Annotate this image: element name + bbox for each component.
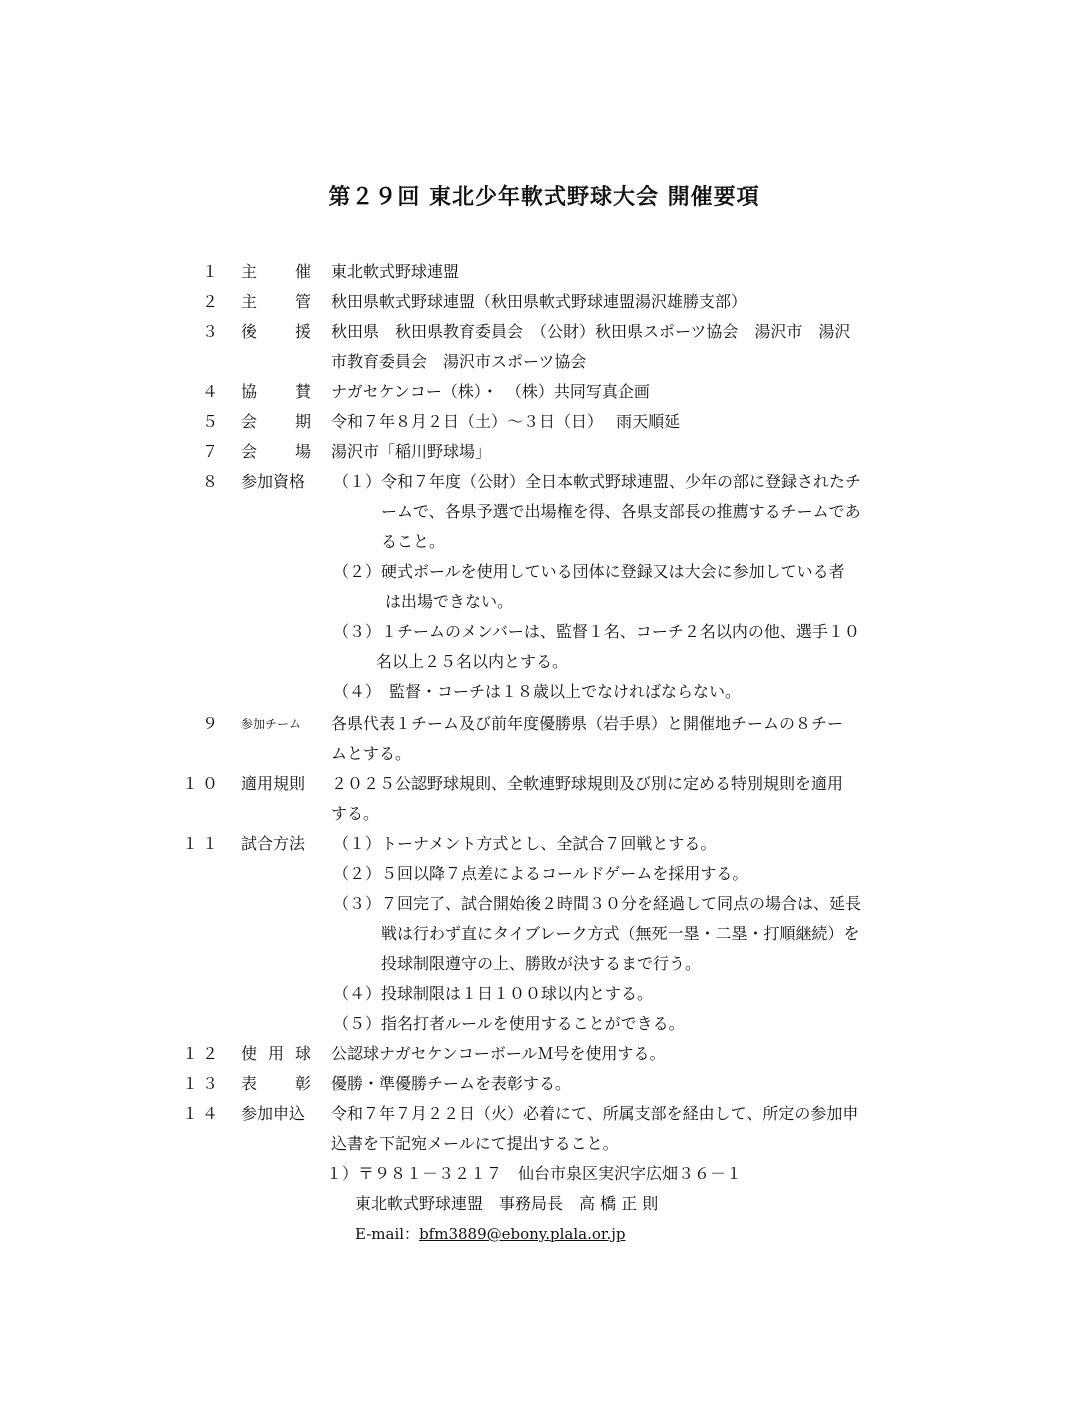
- item-content: 優勝・準優勝チームを表彰する。: [331, 1074, 572, 1093]
- item-number: ９: [201, 714, 222, 733]
- sub-item: ること。: [381, 532, 446, 551]
- sub-item: （２）５回以降７点差によるコールドゲームを採用する。: [333, 864, 749, 883]
- item-number: ７: [201, 442, 222, 461]
- sub-item-line: [0, 557, 1088, 587]
- item-number: ５: [201, 412, 222, 431]
- sub-item: 名以上２５名以内とする。: [376, 652, 569, 671]
- item-10-cont: [0, 799, 1088, 829]
- item-label: 参加チーム: [241, 717, 302, 731]
- item-9: [0, 709, 1088, 739]
- sub-item-line: [0, 919, 1088, 949]
- sub-item-line: [0, 617, 1088, 647]
- sub-item: （２）硬式ボールを使用している団体に登録又は大会に参加している者: [333, 562, 845, 581]
- item-number: １３: [181, 1074, 222, 1093]
- item-11: [0, 829, 1088, 859]
- item-10: [0, 769, 1088, 799]
- sub-item: ームで、各県予選で出場権を得、各県支部長の推薦するチームであ: [381, 502, 861, 521]
- item-3-cont: [0, 347, 1088, 377]
- item-number: １２: [181, 1044, 222, 1063]
- item-content: 令和７年７月２２日（火）必着にて、所属支部を経由して、所定の参加申: [331, 1104, 859, 1123]
- item-content: 湯沢市「稲川野球場」: [331, 442, 492, 461]
- sub-item: （１）令和７年度（公財）全日本軟式野球連盟、少年の部に登録されたチ: [333, 472, 862, 491]
- item-label: 適用規則: [241, 774, 306, 793]
- contact-office: 東北軟式野球連盟 事務局長 高 橋 正 則: [355, 1194, 659, 1213]
- item-number: ２: [201, 292, 222, 311]
- sub-item: 投球制限遵守の上、勝敗が決するまで行う。: [381, 954, 702, 973]
- item-9-cont: [0, 739, 1088, 769]
- item-label: 試合方法: [241, 834, 306, 853]
- item-13: [0, 1069, 1088, 1099]
- item-content: 東北軟式野球連盟: [331, 262, 460, 281]
- item-content: する。: [331, 804, 380, 823]
- sub-item: （３）７回完了、試合開始後２時間３０分を経過して同点の場合は、延長: [333, 894, 862, 913]
- sub-item: 戦は行わず直にタイブレーク方式（無死一塁・二塁・打順継続）を: [381, 924, 860, 943]
- item-number: １: [201, 262, 222, 281]
- item-14-cont: [0, 1129, 1088, 1159]
- sub-item-line: [0, 1009, 1088, 1039]
- sub-item-line: [0, 979, 1088, 1009]
- sub-item-line: [0, 677, 1088, 707]
- item-label: 会 場: [241, 442, 311, 461]
- email-label: E-mail：: [355, 1225, 420, 1243]
- item-label: 使 用 球: [241, 1044, 311, 1063]
- item-number: １１: [181, 834, 222, 853]
- sub-item: （５）指名打者ルールを使用することができる。: [333, 1014, 685, 1033]
- contact-address-line: [0, 1159, 1088, 1189]
- item-number: １０: [181, 774, 222, 793]
- item-label: 主 管: [241, 292, 311, 311]
- page-title: 第２９回 東北少年軟式野球大会 開催要項: [328, 185, 760, 210]
- item-content: 市教育委員会 湯沢市スポーツ協会: [331, 352, 587, 371]
- item-label: 会 期: [241, 412, 311, 431]
- item-8: [0, 467, 1088, 497]
- sub-item: （４）投球制限は１日１００球以内とする。: [333, 984, 654, 1003]
- sub-item-line: [0, 859, 1088, 889]
- item-number: １４: [181, 1104, 222, 1123]
- sub-item: は出場できない。: [385, 592, 514, 611]
- item-12: [0, 1039, 1088, 1069]
- item-number: ４: [201, 382, 222, 401]
- item-label: 後 援: [241, 322, 311, 341]
- item-label: 参加資格: [241, 472, 306, 491]
- sub-item-line: [0, 497, 1088, 527]
- item-2: [0, 287, 1088, 317]
- sub-item-line: [0, 949, 1088, 979]
- item-label: 参加申込: [241, 1104, 306, 1123]
- item-label: 表 彰: [241, 1074, 311, 1093]
- sub-item-line: [0, 587, 1088, 617]
- contact-email-line: [0, 1219, 1088, 1249]
- item-label: 協 賛: [241, 382, 311, 401]
- item-4: [0, 377, 1088, 407]
- item-number: ８: [201, 472, 222, 491]
- item-content: 込書を下記宛メールにて提出すること。: [331, 1134, 619, 1153]
- sub-item: （１）トーナメント方式とし、全試合７回戦とする。: [333, 834, 717, 853]
- item-content: ２０２５公認野球規則、全軟連野球規則及び別に定める特別規則を適用: [331, 774, 844, 793]
- sub-item: （３）１チームのメンバーは、監督１名、コーチ２名以内の他、選手１０: [333, 622, 860, 641]
- sub-item-line: [0, 889, 1088, 919]
- item-1: [0, 257, 1088, 287]
- item-14: [0, 1099, 1088, 1129]
- sub-item-line: [0, 527, 1088, 557]
- item-content: 公認球ナガセケンコーボールＭ号を使用する。: [331, 1044, 666, 1063]
- item-7: [0, 437, 1088, 467]
- item-content: ムとする。: [331, 744, 412, 763]
- email-link[interactable]: bfm3889@ebony.plala.or.jp: [419, 1225, 626, 1243]
- item-number: ３: [201, 322, 222, 341]
- item-label: 主 催: [241, 262, 311, 281]
- sub-item: （４） 監督・コーチは１８歳以上でなければならない。: [333, 682, 742, 701]
- sub-item-line: [0, 647, 1088, 677]
- item-content: 令和７年８月２日（土）～３日（日） 雨天順延: [331, 412, 681, 431]
- item-3: [0, 317, 1088, 347]
- contact-office-line: [0, 1189, 1088, 1219]
- item-5: [0, 407, 1088, 437]
- item-content: ナガセケンコー（株）・ （株）共同写真企画: [331, 382, 650, 401]
- contact-address: １）〒９８１－３２１７ 仙台市泉区実沢字広畑３６－１: [326, 1164, 743, 1183]
- item-content: 秋田県 秋田県教育委員会 （公財）秋田県スポーツ協会 湯沢市 湯沢: [331, 322, 851, 341]
- item-content: 各県代表１チーム及び前年度優勝県（岩手県）と開催地チームの８チー: [331, 714, 844, 733]
- contact-email-wrap: [355, 1219, 625, 1249]
- item-content: 秋田県軟式野球連盟（秋田県軟式野球連盟湯沢雄勝支部）: [331, 292, 748, 311]
